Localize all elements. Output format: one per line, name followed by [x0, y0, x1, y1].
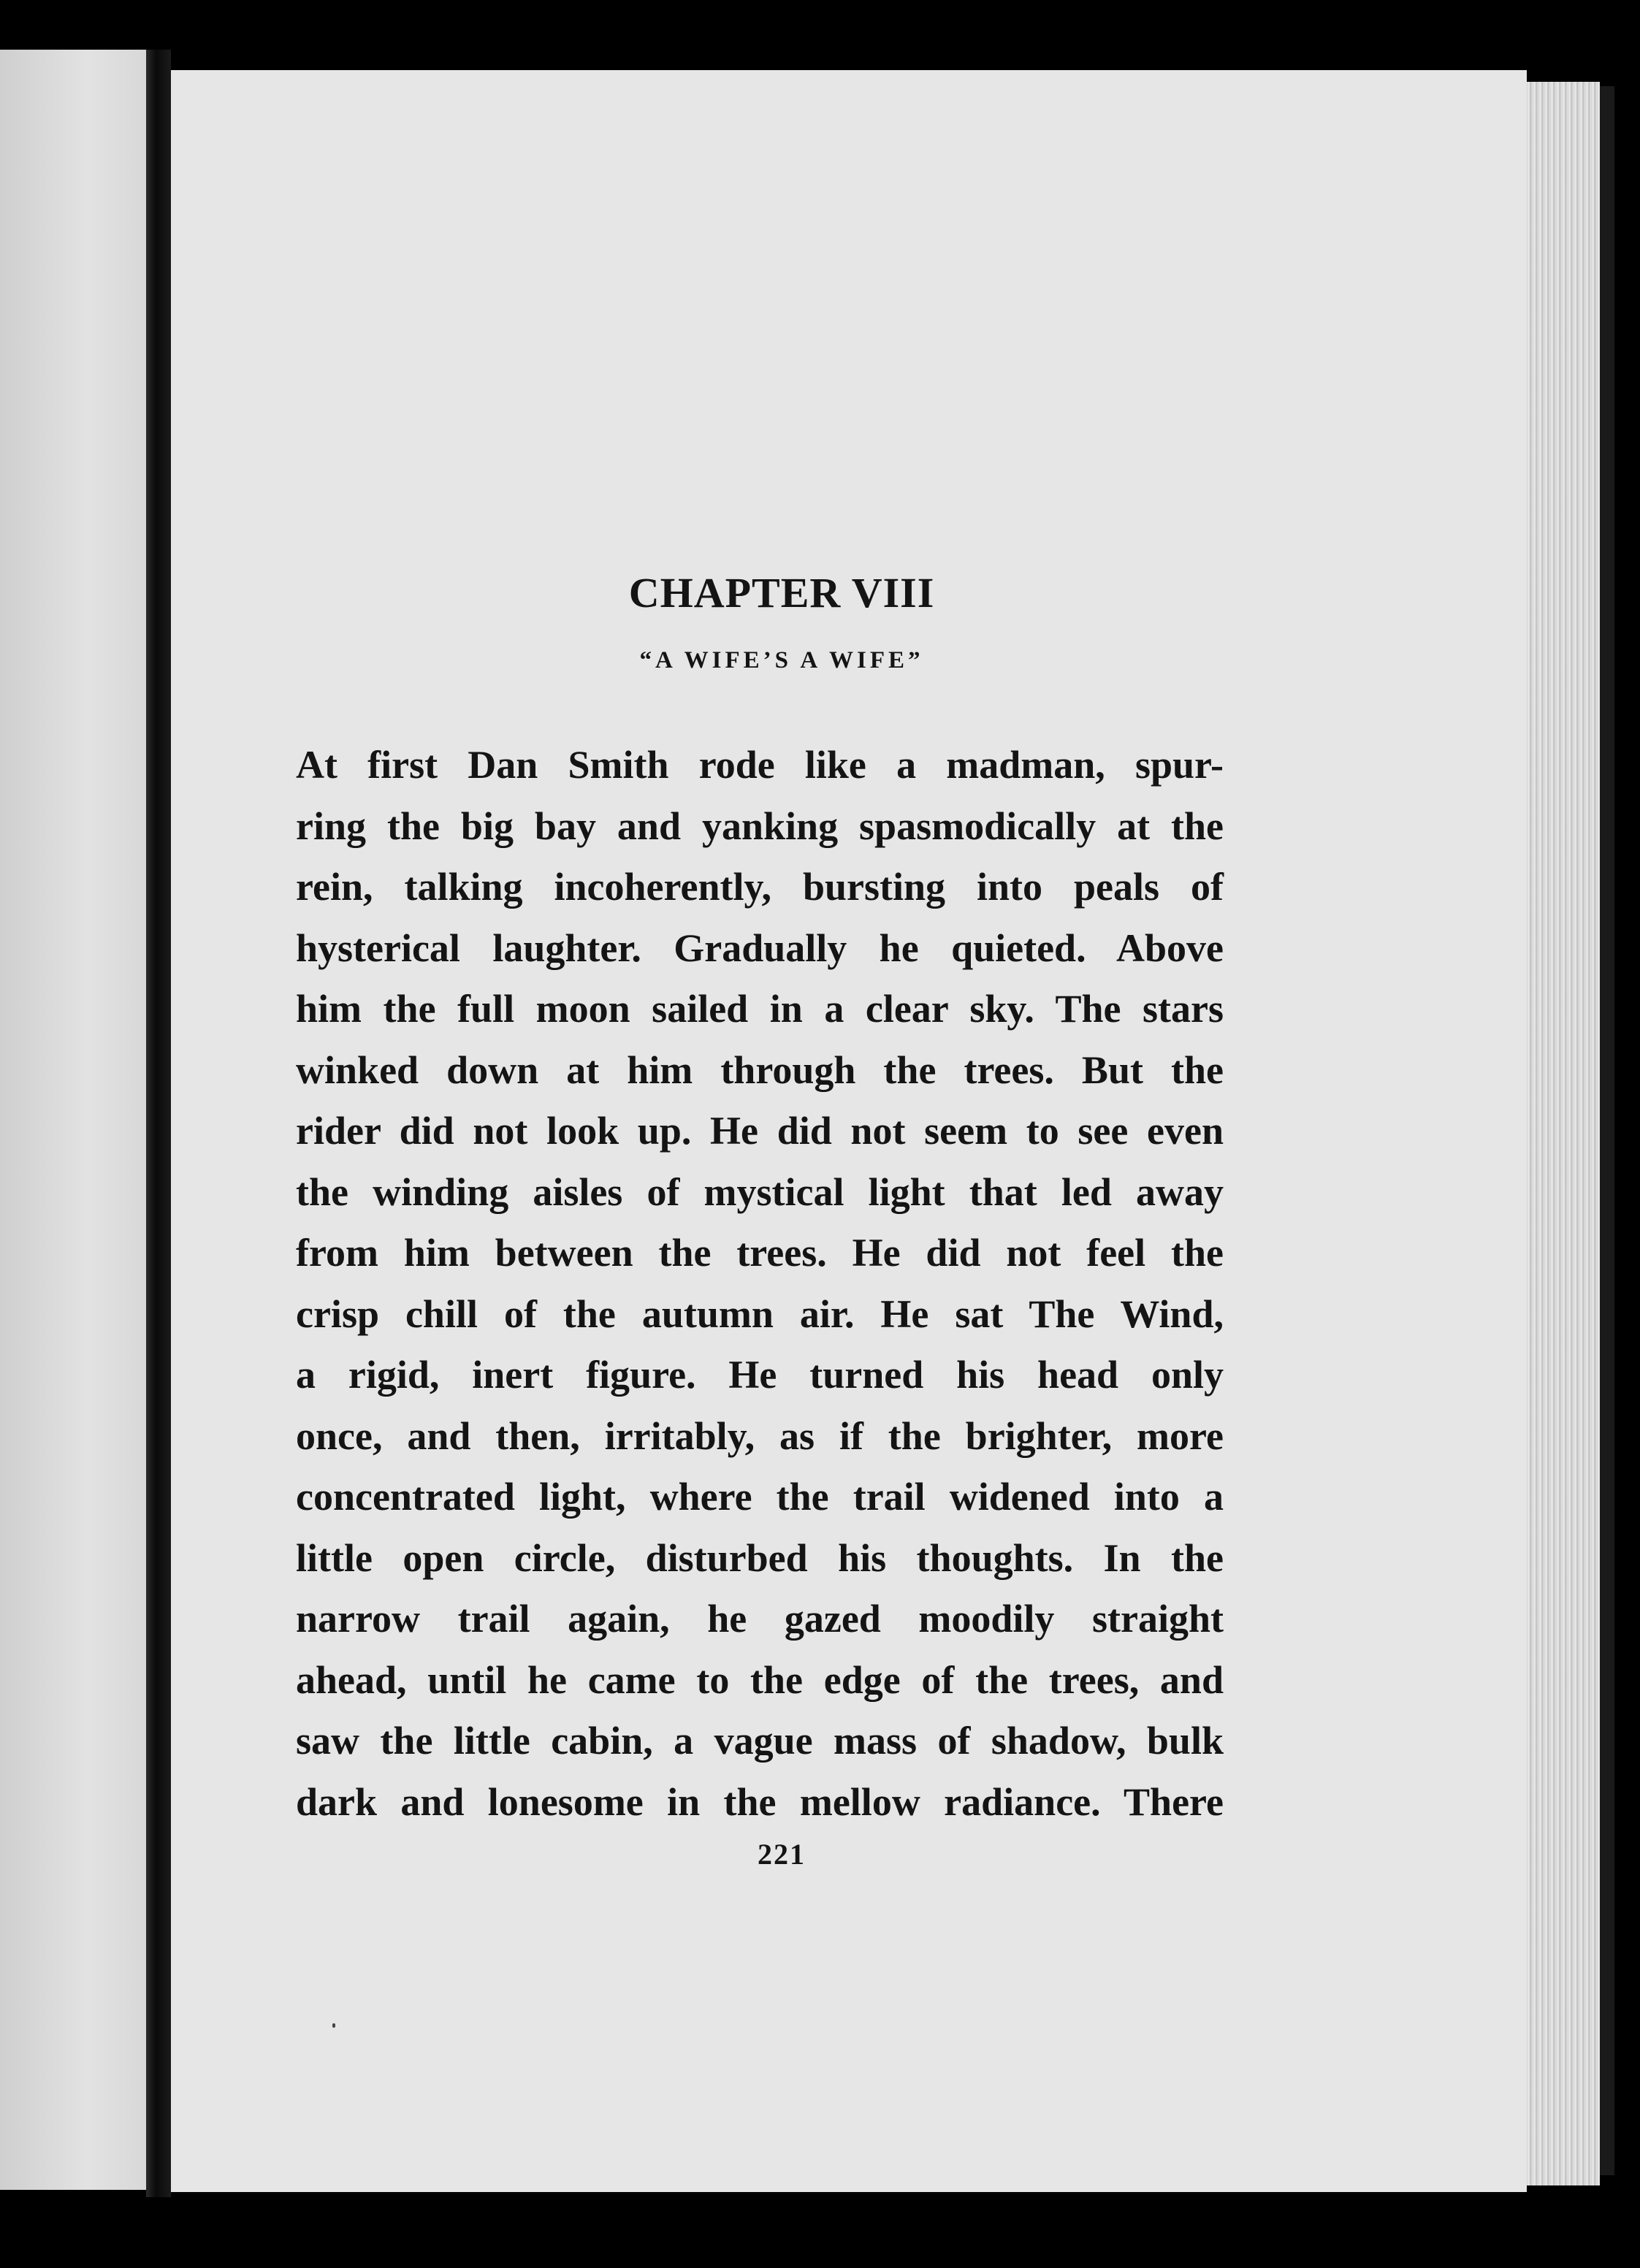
chapter-subtitle: “A WIFE’S A WIFE” — [639, 647, 924, 673]
chapter-body — [296, 735, 1224, 1833]
text-line: dark and lonesome in the mellow radiance. There — [296, 1779, 1224, 1824]
text-line: concentrated light, where the trail widened into a — [296, 1475, 1224, 1519]
text-line: the winding aisles of mystical light that led away — [296, 1169, 1224, 1214]
page-number: 221 — [758, 1838, 806, 1871]
text-line: crisp chill of the autumn air. He sat The Wind, — [296, 1291, 1224, 1336]
text-line: At first Dan Smith rode like a madman, spur- — [296, 743, 1224, 787]
text-line: once, and then, irritably, as if the brighter, more — [296, 1413, 1224, 1458]
book-cover-edge — [1600, 86, 1614, 2175]
text-line: rider did not look up. He did not seem to see even — [296, 1109, 1224, 1153]
text-line: ring the big bay and yanking spasmodically at the — [296, 803, 1224, 848]
text-line: him the full moon sailed in a clear sky. The stars — [296, 987, 1224, 1031]
page-content — [296, 555, 1224, 1871]
chapter-title: CHAPTER VIII — [628, 569, 935, 616]
text-line: hysterical laughter. Gradually he quieted. Above — [296, 925, 1224, 970]
text-line: a rigid, inert figure. He turned his head only — [296, 1353, 1224, 1397]
text-line: little open circle, disturbed his thoughts. In the — [296, 1535, 1224, 1580]
book-gutter — [146, 50, 171, 2197]
text-line: ahead, until he came to the edge of the trees, and — [296, 1657, 1224, 1702]
text-line: saw the little cabin, a vague mass of shadow, bulk — [296, 1719, 1224, 1763]
text-line: rein, talking incoherently, bursting into peals of — [296, 865, 1224, 909]
page-block-edges — [1527, 82, 1600, 2185]
facing-page-edge — [0, 50, 146, 2190]
page-speck — [332, 2023, 335, 2028]
text-line: from him between the trees. He did not feel the — [296, 1231, 1224, 1275]
text-line: narrow trail again, he gazed moodily straight — [296, 1597, 1224, 1641]
text-line: winked down at him through the trees. But the — [296, 1047, 1224, 1092]
